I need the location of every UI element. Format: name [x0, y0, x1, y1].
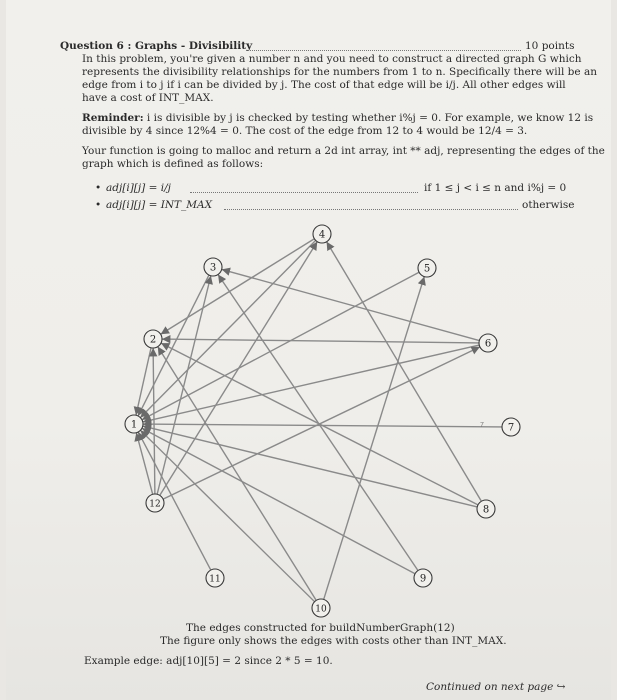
node-1	[125, 415, 143, 433]
definition-rhs-2: otherwise	[522, 199, 575, 211]
node-12	[146, 494, 164, 512]
definition-bullet-1: •	[95, 182, 102, 194]
definition-lhs-2: adj[i][j] = INT_MAX	[106, 199, 213, 211]
node-label-9: 9	[419, 573, 427, 585]
edge-9-to-1	[142, 428, 415, 574]
function-desc-1: Your function is going to malloc and return a 2d int array, int ** adj, representing the edges of the	[82, 145, 605, 157]
node-11	[206, 569, 224, 587]
reminder-line-2: divisible by 4 since 12%4 = 0. The cost of the edge from 12 to 4 would be 12/4 = 3.	[82, 125, 528, 137]
node-label-8: 8	[482, 504, 490, 516]
node-2	[144, 330, 162, 348]
edge-4-to-1	[140, 240, 315, 417]
intro-line-4: have a cost of INT_MAX.	[82, 92, 214, 104]
definition-rhs-1: if 1 ≤ j < i ≤ n and i%j = 0	[424, 182, 567, 194]
question-points: 10 points	[525, 40, 575, 52]
node-9	[414, 569, 432, 587]
node-label-2: 2	[149, 334, 157, 346]
edge-label: 7	[480, 422, 484, 429]
function-desc-2: graph which is defined as follows:	[82, 158, 264, 170]
node-label-5: 5	[423, 263, 431, 275]
edge-6-to-3	[222, 269, 480, 340]
edge-6-to-1	[143, 345, 479, 422]
example-edge: Example edge: adj[10][5] = 2 since 2 * 5 = 10.	[84, 655, 333, 667]
node-5	[418, 259, 436, 277]
edge-6-to-2	[162, 339, 479, 343]
edge-5-to-1	[142, 272, 419, 420]
caption-line-1: The edges constructed for buildNumberGraph(12)	[186, 622, 455, 634]
reminder-text-1: i is divisible by j is checked by testing whether i%j = 0. For example, we know 12 is	[143, 112, 594, 124]
node-label-4: 4	[318, 229, 326, 241]
node-4	[313, 225, 331, 243]
edge-12-to-3	[157, 276, 211, 495]
edge-12-to-2	[153, 348, 155, 494]
intro-line-1: In this problem, you're given a number n and you need to construct a directed graph G which	[82, 53, 582, 65]
node-3	[204, 258, 222, 276]
definition-bullet-2: •	[95, 199, 102, 211]
node-label-11: 11	[209, 574, 221, 585]
node-7	[502, 418, 520, 436]
node-label-6: 6	[484, 338, 492, 350]
node-label-7: 7	[507, 422, 515, 434]
question-title: Question 6 : Graphs - Divisibility	[60, 40, 253, 52]
edge-9-to-3	[218, 274, 418, 570]
node-label-3: 3	[209, 262, 217, 274]
node-label-1: 1	[130, 419, 138, 431]
caption-line-2: The figure only shows the edges with costs other than INT_MAX.	[160, 635, 507, 647]
node-6	[479, 334, 497, 352]
edge-8-to-1	[143, 426, 478, 507]
node-8	[477, 500, 495, 518]
definition-lhs-1: adj[i][j] = i/j	[106, 182, 171, 194]
edge-12-to-1	[136, 433, 152, 495]
intro-line-3: edge from i to j if i can be divided by j. The cost of that edge will be i/j. All other edges will	[82, 79, 566, 91]
edge-12-to-6	[163, 347, 480, 499]
edge-10-to-5	[324, 277, 425, 600]
node-10	[312, 599, 330, 617]
footer-continued: Continued on next page ↪	[426, 681, 566, 693]
node-label-10: 10	[315, 604, 327, 615]
intro-line-2: represents the divisibility relationships for the numbers from 1 to n. Specifically there will be an	[82, 66, 597, 78]
node-label-12: 12	[149, 499, 161, 510]
reminder-label: Reminder:	[82, 112, 144, 124]
edge-12-to-4	[160, 242, 318, 496]
